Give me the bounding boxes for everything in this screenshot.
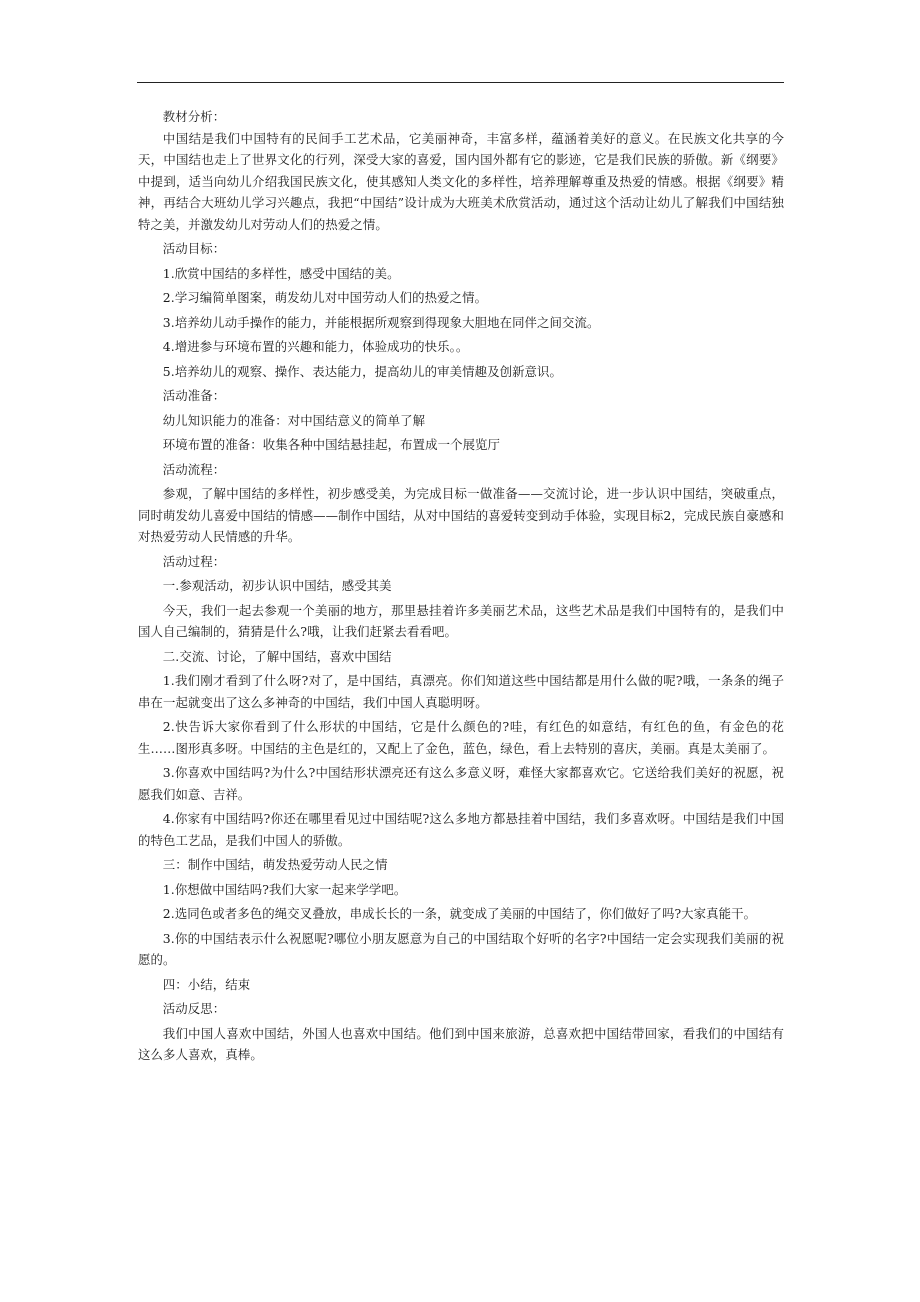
step-1-heading: 一.参观活动，初步认识中国结，感受其美	[162, 578, 392, 593]
document-body	[138, 106, 784, 1066]
step-1-paragraph: 今天，我们一起去参观一个美丽的地方，那里悬挂着许多美丽艺术品，这些艺术品是我们中国特有的，是我们中国人自己编制的，猜猜是什么?哦，让我们赶紧去看看吧。	[138, 602, 784, 639]
step-3-item-3: 3.你的中国结表示什么祝愿呢?哪位小朋友愿意为自己的中国结取个好听的名字?中国结一定会实现我们美丽的祝愿的。	[138, 930, 784, 967]
step-3-item-1: 1.你想做中国结吗?我们大家一起来学学吧。	[162, 881, 407, 897]
step-2-item-2: 2.快告诉大家你看到了什么形状的中国结，它是什么颜色的?哇，有红色的如意结，有红色的鱼，有金色的花生……图形真多呀。中国结的主色是红的，又配上了金色，蓝色，绿色，看上去特别的喜庆，美丽。真是太美丽了。	[138, 719, 784, 756]
goal-item-3: 3.培养幼儿动手操作的能力，并能根据所观察到得现象大胆地在同伴之间交流。	[162, 314, 600, 330]
goal-item-1: 1.欣赏中国结的多样性，感受中国结的美。	[162, 265, 400, 281]
step-2-item-4: 4.你家有中国结吗?你还在哪里看见过中国结呢?这么多地方都悬挂着中国结，我们多喜欢呀。中国结是我们中国的特色工艺品，是我们中国人的骄傲。	[138, 811, 784, 848]
step-3-item-2: 2.选同色或者多色的绳交叉叠放，串成长长的一条，就变成了美丽的中国结了，你们做好了吗?大家真能干。	[162, 906, 757, 921]
header-rule	[137, 82, 784, 83]
heading-analysis: 教材分析：	[162, 109, 226, 124]
paragraph-reflection: 我们中国人喜欢中国结，外国人也喜欢中国结。他们到中国来旅游，总喜欢把中国结带回家，看我们的中国结有这么多人喜欢，真棒。	[138, 1025, 784, 1062]
goal-item-5: 5.培养幼儿的观察、操作、表达能力，提高幼儿的审美情趣及创新意识。	[162, 363, 563, 379]
goal-item-4: 4.增进参与环境布置的兴趣和能力，体验成功的快乐。。	[162, 339, 469, 354]
heading-flow: 活动流程：	[162, 461, 226, 477]
paragraph-flow: 参观，了解中国结的多样性，初步感受美，为完成目标一做准备——交流讨论，进一步认识中国结，突破重点，同时萌发幼儿喜爱中国结的情感——制作中国结，从对中国结的喜爱转变到动手体验，实现目标2，完成民族自豪感和对热爱劳动人民情感的升华。	[138, 486, 784, 544]
step-2-heading: 二.交流、讨论，了解中国结，喜欢中国结	[162, 648, 392, 664]
heading-process: 活动过程：	[162, 553, 226, 569]
step-3-heading: 三：制作中国结，萌发热爱劳动人民之情	[162, 857, 388, 872]
heading-preparation: 活动准备：	[162, 388, 226, 403]
step-2-item-3: 3.你喜欢中国结吗?为什么?中国结形状漂亮还有这么多意义呀，难怪大家都喜欢它。它送给我们美好的祝愿，祝愿我们如意、吉祥。	[138, 765, 784, 802]
preparation-knowledge: 幼儿知识能力的准备：对中国结意义的简单了解	[162, 412, 426, 428]
preparation-environment: 环境布置的准备：收集各种中国结悬挂起，布置成一个展览厅	[162, 437, 501, 452]
paragraph-analysis: 中国结是我们中国特有的民间手工艺术品，它美丽神奇，丰富多样，蕴涵着美好的意义。在民族文化共享的今天，中国结也走上了世界文化的行列，深受大家的喜爱，国内国外都有它的影迹，它是我们民族的骄傲。新《纲要》中提到，适当向幼儿介绍我国民族文化，使其感知人类文化的多样性，培养理解尊重及热爱的情感。根据《纲要》精神，再结合大班幼儿学习兴趣点，我把“中国结”设计成为大班美术欣赏活动，通过这个活动让幼儿了解我们中国结独特之美，并激发幼儿对劳动人们的热爱之情。	[138, 130, 784, 232]
heading-goals: 活动目标：	[162, 241, 226, 256]
step-4-heading: 四：小结，结束	[162, 976, 251, 992]
goal-item-2: 2.学习编简单图案，萌发幼儿对中国劳动人们的热爱之情。	[162, 290, 488, 305]
step-2-item-1: 1.我们刚才看到了什么呀?对了，是中国结，真漂亮。你们知道这些中国结都是用什么做的呢?哦，一条条的绳子串在一起就变出了这么多神奇的中国结，我们中国人真聪明呀。	[138, 673, 784, 710]
heading-reflection: 活动反思：	[162, 1001, 226, 1016]
